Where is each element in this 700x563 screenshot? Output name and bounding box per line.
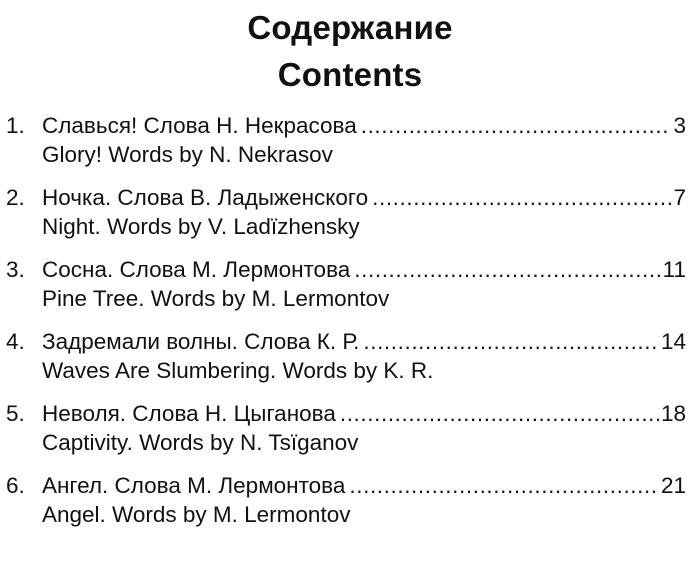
entry-title-russian: Ночка. Слова В. Ладыженского <box>42 185 369 210</box>
toc-entry-6[interactable] <box>6 471 686 543</box>
toc-russian-line <box>6 327 686 356</box>
dot-leader <box>354 255 660 284</box>
entry-page-number: 3 <box>673 113 686 138</box>
dot-leader <box>349 471 659 500</box>
page-title-english: Contents <box>277 56 423 93</box>
entry-title-russian: Сосна. Слова М. Лермонтова <box>42 257 351 282</box>
toc-entry-2[interactable] <box>6 183 686 255</box>
toc-entry-5[interactable] <box>6 399 686 471</box>
entry-title-english: Night. Words by V. Ladïzhensky <box>42 214 360 239</box>
toc-russian-line <box>6 255 686 284</box>
entry-number: 1. <box>6 113 25 138</box>
entry-page-number: 11 <box>662 257 686 282</box>
toc-russian-line <box>6 471 686 500</box>
toc-russian-line <box>6 399 686 428</box>
dot-leader <box>340 399 659 428</box>
entry-title-english: Glory! Words by N. Nekrasov <box>42 142 333 167</box>
entry-title-english: Captivity. Words by N. Tsïganov <box>42 430 359 455</box>
dot-leader <box>363 327 659 356</box>
page-title-russian: Содержание <box>247 9 453 46</box>
dot-leader <box>372 183 671 212</box>
entry-number: 3. <box>6 257 25 282</box>
entry-title-russian: Славься! Слова Н. Некрасова <box>42 113 357 138</box>
entry-title-russian: Ангел. Слова М. Лермонтова <box>42 473 346 498</box>
toc-entry-1[interactable] <box>6 111 686 183</box>
entry-number: 4. <box>6 329 25 354</box>
entry-page-number: 7 <box>673 185 686 210</box>
entry-title-russian: Неволя. Слова Н. Цыганова <box>42 401 336 426</box>
entry-title-english: Waves Are Slumbering. Words by K. R. <box>42 358 434 383</box>
toc-russian-line <box>6 183 686 212</box>
entry-title-english: Angel. Words by M. Lermontov <box>42 502 351 527</box>
entry-page-number: 18 <box>660 401 686 426</box>
toc-entry-3[interactable] <box>6 255 686 327</box>
dot-leader <box>361 111 672 140</box>
entry-number: 2. <box>6 185 25 210</box>
toc-russian-line <box>6 111 686 140</box>
toc-entry-4[interactable] <box>6 327 686 399</box>
entry-number: 6. <box>6 473 25 498</box>
entry-page-number: 21 <box>660 473 686 498</box>
entry-number: 5. <box>6 401 25 426</box>
table-of-contents <box>6 111 686 543</box>
entry-title-russian: Задремали волны. Слова К. Р. <box>42 329 360 354</box>
entry-page-number: 14 <box>660 329 686 354</box>
entry-title-english: Pine Tree. Words by M. Lermontov <box>42 286 390 311</box>
